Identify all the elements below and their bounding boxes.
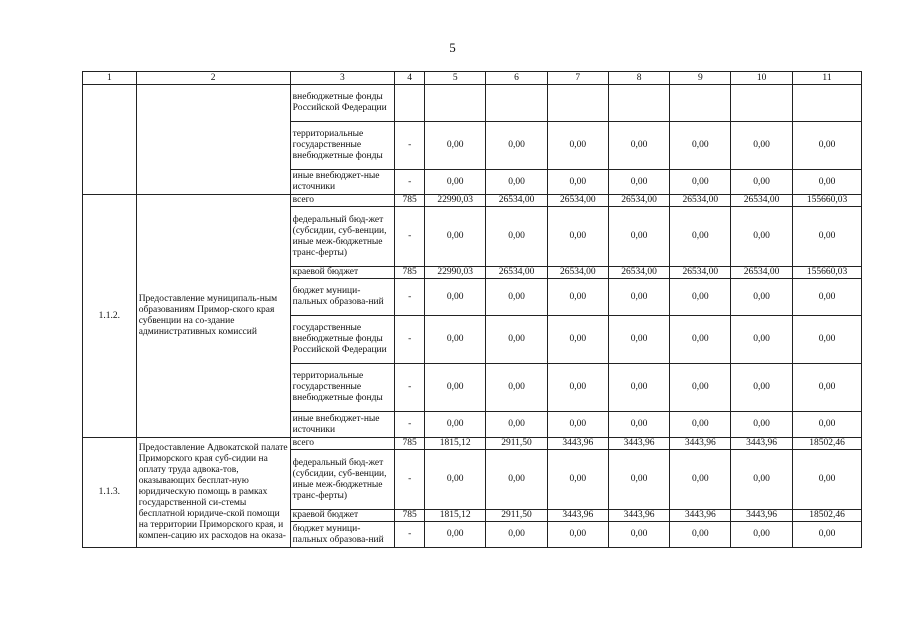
- value-cell: 0,00: [486, 279, 548, 316]
- value-cell: 0,00: [731, 279, 793, 316]
- col-header: 8: [608, 72, 670, 85]
- value-cell: -: [394, 207, 424, 267]
- value-cell: 0,00: [608, 207, 670, 267]
- value-cell: 0,00: [425, 412, 486, 438]
- value-cell: 26534,00: [547, 267, 608, 279]
- col-header: 11: [793, 72, 862, 85]
- value-cell: 3443,96: [731, 510, 793, 522]
- page-number: 5: [449, 40, 456, 55]
- value-cell: 0,00: [608, 522, 670, 548]
- funding-source: бюджет муници-пальных образова-ний: [290, 522, 394, 548]
- value-cell: 0,00: [486, 522, 548, 548]
- value-cell: 0,00: [486, 364, 548, 412]
- value-cell: 785: [394, 510, 424, 522]
- value-cell: 0,00: [425, 522, 486, 548]
- value-cell: 0,00: [425, 207, 486, 267]
- value-cell: 0,00: [547, 122, 608, 170]
- col-header: 1: [83, 72, 137, 85]
- budget-table: [82, 71, 862, 548]
- value-cell: [394, 85, 424, 122]
- value-cell: [425, 85, 486, 122]
- value-cell: 1815,12: [425, 438, 486, 450]
- value-cell: 0,00: [486, 450, 548, 510]
- value-cell: 0,00: [731, 364, 793, 412]
- value-cell: 0,00: [425, 279, 486, 316]
- value-cell: 0,00: [731, 170, 793, 195]
- funding-source: федеральный бюд-жет (субсидии, суб-венции, иные меж-бюджетные транс-ферты): [290, 450, 394, 510]
- value-cell: 3443,96: [547, 510, 608, 522]
- value-cell: 3443,96: [547, 438, 608, 450]
- col-header: 4: [394, 72, 424, 85]
- value-cell: 785: [394, 438, 424, 450]
- value-cell: 0,00: [731, 412, 793, 438]
- value-cell: 0,00: [425, 122, 486, 170]
- value-cell: 155660,03: [793, 195, 862, 207]
- header-row: [83, 72, 862, 85]
- funding-source: краевой бюджет: [290, 510, 394, 522]
- funding-source: государственные внебюджетные фонды Российской Федерации: [290, 316, 394, 364]
- col-header: 2: [136, 72, 290, 85]
- value-cell: 0,00: [731, 316, 793, 364]
- value-cell: 26534,00: [608, 195, 670, 207]
- value-cell: -: [394, 450, 424, 510]
- value-cell: 0,00: [793, 122, 862, 170]
- col-header: 10: [731, 72, 793, 85]
- value-cell: 0,00: [547, 522, 608, 548]
- value-cell: 0,00: [670, 122, 731, 170]
- value-cell: 26534,00: [486, 267, 548, 279]
- value-cell: 155660,03: [793, 267, 862, 279]
- value-cell: 2911,50: [486, 510, 548, 522]
- value-cell: 26534,00: [670, 195, 731, 207]
- value-cell: 0,00: [486, 207, 548, 267]
- value-cell: 0,00: [547, 279, 608, 316]
- value-cell: 0,00: [731, 207, 793, 267]
- measure-code: 1.1.2.: [83, 195, 137, 438]
- value-cell: 0,00: [670, 412, 731, 438]
- table-row: [83, 85, 862, 122]
- value-cell: 26534,00: [608, 267, 670, 279]
- value-cell: 0,00: [547, 207, 608, 267]
- value-cell: 0,00: [793, 450, 862, 510]
- value-cell: 0,00: [670, 316, 731, 364]
- value-cell: 0,00: [486, 316, 548, 364]
- value-cell: 0,00: [608, 279, 670, 316]
- value-cell: 0,00: [486, 170, 548, 195]
- value-cell: 0,00: [793, 364, 862, 412]
- value-cell: 22990,03: [425, 195, 486, 207]
- funding-source: территориальные государственные внебюджетные фонды: [290, 122, 394, 170]
- value-cell: 0,00: [486, 412, 548, 438]
- value-cell: 0,00: [793, 522, 862, 548]
- funding-source: краевой бюджет: [290, 267, 394, 279]
- value-cell: 26534,00: [670, 267, 731, 279]
- value-cell: 0,00: [486, 122, 548, 170]
- funding-source: территориальные государственные внебюджетные фонды: [290, 364, 394, 412]
- value-cell: 18502,46: [793, 510, 862, 522]
- col-header: 7: [547, 72, 608, 85]
- value-cell: 3443,96: [670, 510, 731, 522]
- value-cell: 3443,96: [608, 510, 670, 522]
- value-cell: 0,00: [670, 522, 731, 548]
- funding-source: бюджет муници-пальных образова-ний: [290, 279, 394, 316]
- value-cell: 0,00: [608, 450, 670, 510]
- funding-source: всего: [290, 195, 394, 207]
- col-header: 5: [425, 72, 486, 85]
- value-cell: 0,00: [731, 450, 793, 510]
- value-cell: 0,00: [608, 122, 670, 170]
- value-cell: 3443,96: [670, 438, 731, 450]
- value-cell: 0,00: [547, 450, 608, 510]
- value-cell: -: [394, 316, 424, 364]
- value-cell: 0,00: [670, 364, 731, 412]
- table-row: [83, 195, 862, 207]
- measure-name: Предоставление муниципаль-ным образованиям Примор-ского края субвенции на со-здание административных комиссий: [136, 195, 290, 438]
- value-cell: [793, 85, 862, 122]
- col-header: 9: [670, 72, 731, 85]
- value-cell: 0,00: [547, 170, 608, 195]
- value-cell: 0,00: [731, 522, 793, 548]
- measure-name: Предоставление Адвокатской палате Приморского края суб-сидии на оплату труда адвока-тов, оказывающих бесплат-ную юридическую помощь в рамках государственной си-стемы бесплатной юридиче-ской помощи на территории Приморского края, и компен-сацию их расходов на оказа-: [136, 438, 290, 548]
- value-cell: 3443,96: [608, 438, 670, 450]
- value-cell: [486, 85, 548, 122]
- measure-code: 1.1.3.: [83, 438, 137, 548]
- value-cell: 0,00: [608, 364, 670, 412]
- value-cell: 0,00: [670, 450, 731, 510]
- value-cell: 26534,00: [731, 195, 793, 207]
- value-cell: 0,00: [425, 316, 486, 364]
- funding-source: иные внебюджет-ные источники: [290, 412, 394, 438]
- value-cell: 0,00: [547, 412, 608, 438]
- value-cell: 26534,00: [547, 195, 608, 207]
- value-cell: 3443,96: [731, 438, 793, 450]
- value-cell: 0,00: [547, 364, 608, 412]
- value-cell: [731, 85, 793, 122]
- value-cell: -: [394, 122, 424, 170]
- value-cell: [670, 85, 731, 122]
- funding-source: внебюджетные фонды Российской Федерации: [290, 85, 394, 122]
- funding-source: федеральный бюд-жет (субсидии, суб-венции, иные меж-бюджетные транс-ферты): [290, 207, 394, 267]
- value-cell: 0,00: [608, 170, 670, 195]
- value-cell: 2911,50: [486, 438, 548, 450]
- value-cell: 0,00: [608, 316, 670, 364]
- value-cell: 0,00: [608, 412, 670, 438]
- value-cell: -: [394, 364, 424, 412]
- value-cell: 785: [394, 195, 424, 207]
- funding-source: всего: [290, 438, 394, 450]
- value-cell: -: [394, 522, 424, 548]
- value-cell: 0,00: [793, 412, 862, 438]
- value-cell: 18502,46: [793, 438, 862, 450]
- value-cell: 0,00: [670, 170, 731, 195]
- value-cell: -: [394, 170, 424, 195]
- value-cell: 0,00: [793, 207, 862, 267]
- value-cell: 0,00: [425, 170, 486, 195]
- value-cell: 0,00: [425, 364, 486, 412]
- value-cell: [608, 85, 670, 122]
- value-cell: 0,00: [670, 279, 731, 316]
- value-cell: 26534,00: [486, 195, 548, 207]
- col-header: 6: [486, 72, 548, 85]
- value-cell: 1815,12: [425, 510, 486, 522]
- value-cell: 0,00: [793, 170, 862, 195]
- value-cell: 0,00: [793, 316, 862, 364]
- value-cell: 0,00: [793, 279, 862, 316]
- value-cell: 0,00: [731, 122, 793, 170]
- value-cell: -: [394, 412, 424, 438]
- value-cell: -: [394, 279, 424, 316]
- value-cell: [547, 85, 608, 122]
- value-cell: 0,00: [547, 316, 608, 364]
- funding-source: иные внебюджет-ные источники: [290, 170, 394, 195]
- value-cell: 0,00: [670, 207, 731, 267]
- col-header: 3: [290, 72, 394, 85]
- value-cell: 785: [394, 267, 424, 279]
- measure-name-cell: [136, 85, 290, 195]
- measure-code-cell: [83, 85, 137, 195]
- value-cell: 26534,00: [731, 267, 793, 279]
- value-cell: 22990,03: [425, 267, 486, 279]
- table-row: [83, 438, 862, 450]
- value-cell: 0,00: [425, 450, 486, 510]
